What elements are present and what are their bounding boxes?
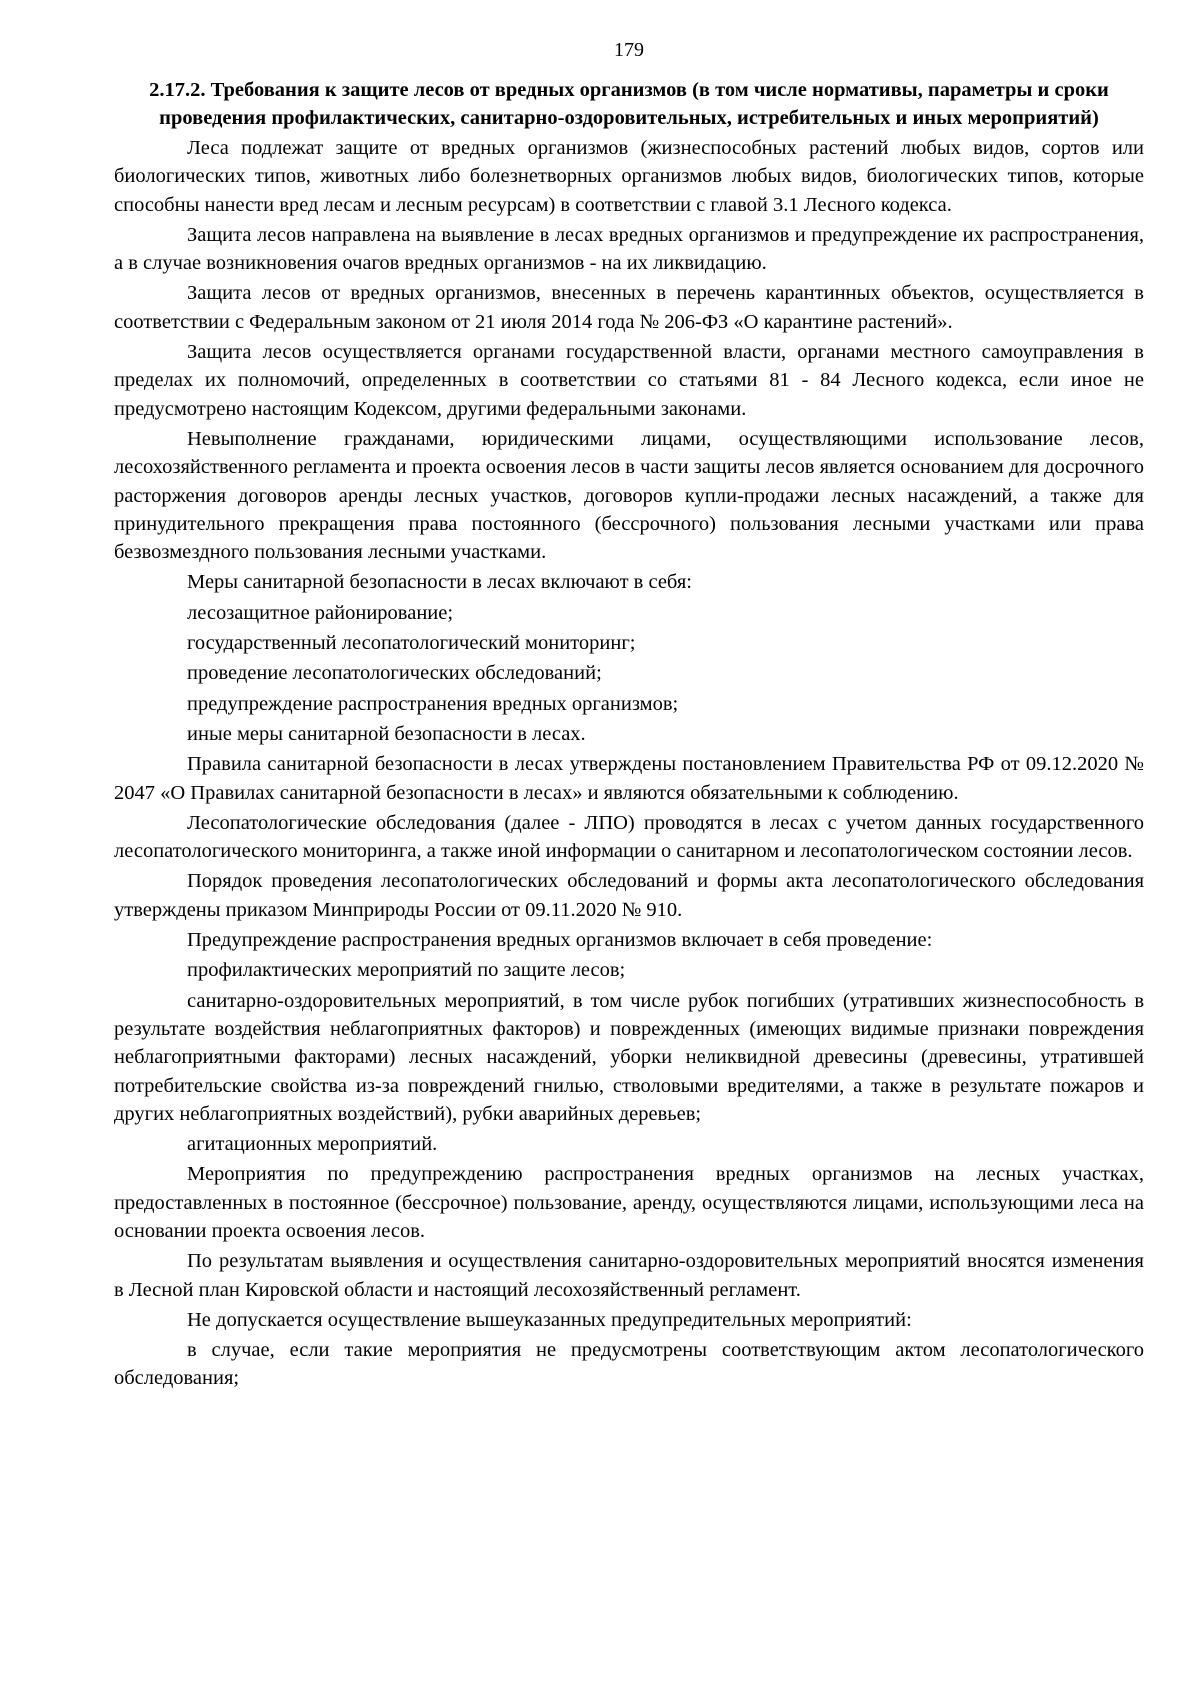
paragraph-non-compliance: Невыполнение гражданами, юридическими лицами, осуществляющими использование лесов, лесохозяйственного регламента и проекта освоения лесов в части защиты лесов является основанием для досрочного расторжения договоров аренды лесных участков, договоров купли-продажи лесных насаждений, а также для принудительного прекращения права постоянного (бессрочного) пользования лесными участками или права безвозмездного пользования лесными участками.	[114, 427, 1144, 564]
paragraph-prevention-intro: Предупреждение распространения вредных организмов включает в себя проведение:	[187, 929, 933, 952]
paragraph-lpo: Лесопатологические обследования (далее - ЛПО) проводятся в лесах с учетом данных государственного лесопатологического мониторинга, а также иной информации о санитарном и лесопатологическом состоянии лесов.	[114, 811, 1144, 863]
list-item: профилактических мероприятий по защите лесов;	[187, 959, 626, 982]
list-item: иные меры санитарной безопасности в лесах.	[187, 722, 586, 745]
list-item: проведение лесопатологических обследований;	[187, 662, 602, 685]
document-page	[114, 36, 1144, 1395]
paragraph-quarantine-law: Защита лесов от вредных организмов, внесенных в перечень карантинных объектов, осуществляется в соответствии с Федеральным законом от 21 июля 2014 года № 206-ФЗ «О карантине растений».	[114, 282, 1144, 333]
paragraph-not-allowed-intro: Не допускается осуществление вышеуказанных предупредительных мероприятий:	[187, 1308, 912, 1331]
paragraph-sanitary-measures-intro: Меры санитарной безопасности в лесах включают в себя:	[187, 571, 692, 594]
page-number: 179	[614, 39, 644, 61]
list-item: агитационных мероприятий.	[187, 1133, 438, 1156]
list-item: государственный лесопатологический мониторинг;	[187, 632, 636, 655]
paragraph-authorities: Защита лесов осуществляется органами государственной власти, органами местного самоуправления в пределах их полномочий, определенных в соответствии со статьями 81 - 84 Лесного кодекса, если иное не предусмотрено настоящим Кодексом, другими федеральными законами.	[114, 341, 1144, 420]
paragraph-forest-plan-changes: По результатам выявления и осуществления санитарно-оздоровительных мероприятий вносятся изменения в Лесной план Кировской области и настоящий лесохозяйственный регламент.	[114, 1250, 1144, 1301]
list-item: лесозащитное районирование;	[187, 601, 454, 624]
paragraph-forest-protection-scope: Леса подлежат защите от вредных организмов (жизнеспособных растений любых видов, сортов или биологических типов, животных либо болезнетворных организмов любых видов, биологических типов, которые способны нанести вред лесам и лесным ресурсам) в соответствии с главой 3.1 Лесного кодекса.	[114, 137, 1144, 216]
list-item: предупреждение распространения вредных организмов;	[187, 692, 679, 715]
paragraph-protection-aim: Защита лесов направлена на выявление в лесах вредных организмов и предупреждение их распространения, а в случае возникновения очагов вредных организмов - на их ликвидацию.	[114, 223, 1144, 275]
list-item: санитарно-оздоровительных мероприятий, в том числе рубок погибших (утративших жизнеспособность в результате воздействия неблагоприятных факторов) и поврежденных (имеющих видимые признаки повреждения неблагоприятными факторами) лесных насаждений, уборки неликвидной древесины (древесины, утратившей потребительские свойства из-за повреждений гнилью, стволовыми вредителями, а также в результате пожаров и других неблагоприятных воздействий), рубки аварийных деревьев;	[114, 989, 1144, 1125]
paragraph-leased-plots: Мероприятия по предупреждению распространения вредных организмов на лесных участках, предоставленных в постоянное (бессрочное) пользование, аренду, осуществляются лицами, использующими леса на основании проекта освоения лесов.	[114, 1163, 1144, 1242]
paragraph-sanitary-rules: Правила санитарной безопасности в лесах утверждены постановлением Правительства РФ от 09.12.2020 № 2047 «О Правилах санитарной безопасности в лесах» и являются обязательными к соблюдению.	[114, 753, 1144, 804]
paragraph-lpo-procedure: Порядок проведения лесопатологических обследований и формы акта лесопатологического обследования утверждены приказом Минприроды России от 09.11.2020 № 910.	[114, 870, 1144, 921]
list-item: в случае, если такие мероприятия не предусмотрены соответствующим актом лесопатологического обследования;	[114, 1339, 1144, 1390]
section-heading: 2.17.2. Требования к защите лесов от вредных организмов (в том числе нормативы, параметры и сроки проведения профилактических, санитарно-оздоровительных, истребительных и иных мероприятий)	[149, 79, 1109, 129]
